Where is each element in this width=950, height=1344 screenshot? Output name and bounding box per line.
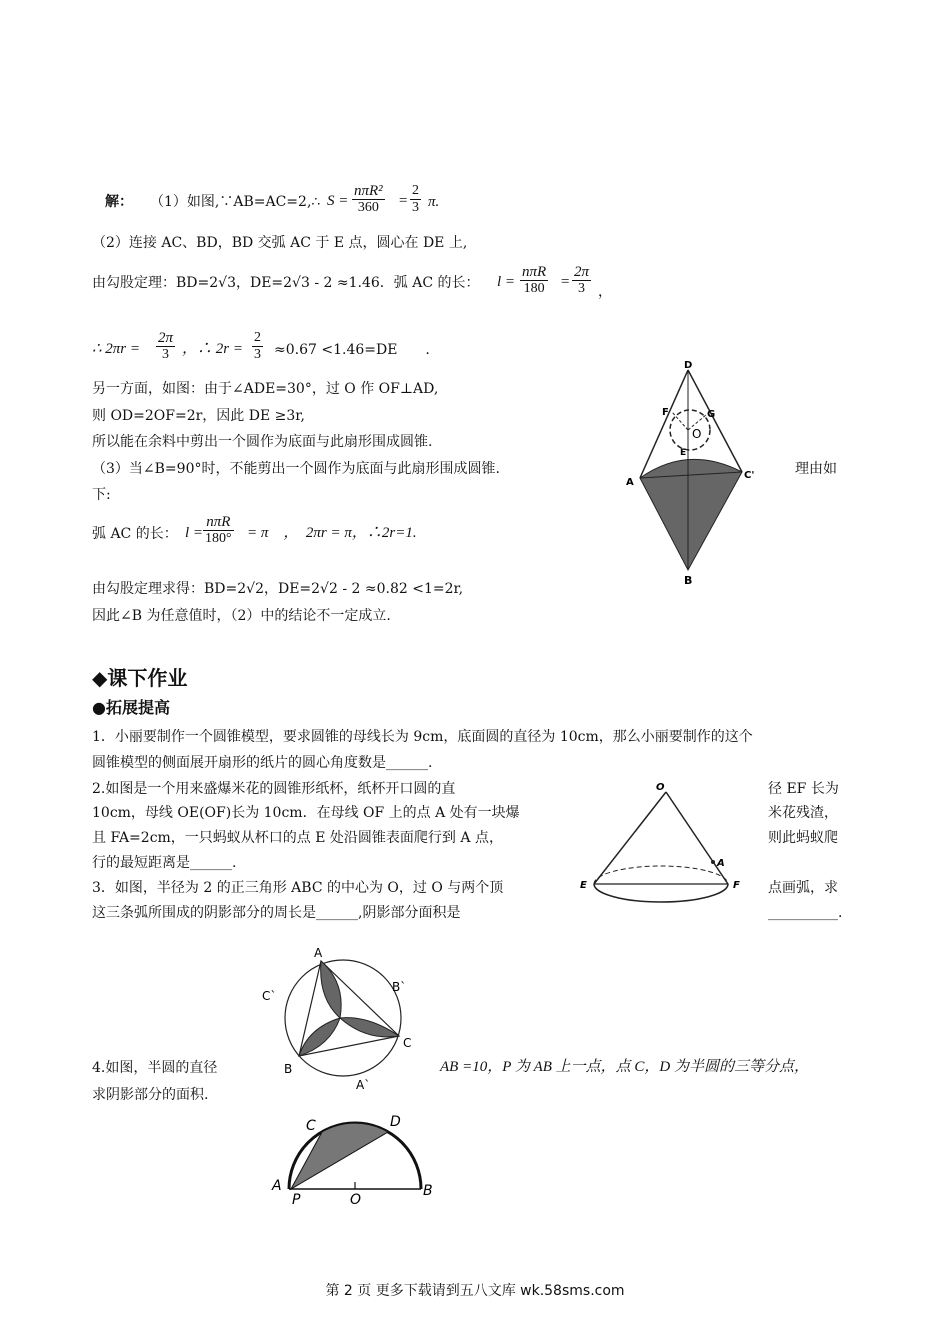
arc-length-l: l = bbox=[497, 274, 516, 290]
semicircle-figure bbox=[268, 1108, 448, 1208]
solution-part10: 弧 AC 的长： bbox=[92, 526, 178, 542]
label-D: D bbox=[684, 360, 693, 371]
kite-shaded-region bbox=[640, 459, 742, 570]
solution-part8-tail: 理由如 bbox=[795, 461, 837, 477]
petal-B bbox=[299, 1018, 340, 1056]
label-O: O bbox=[656, 782, 665, 793]
arc-length-num: nπR bbox=[522, 264, 547, 280]
question-3-line1-tail: 点画弧，求 bbox=[768, 880, 838, 896]
diameter-den: 3 bbox=[254, 347, 261, 362]
label-G: G bbox=[707, 409, 716, 420]
label-C: C bbox=[306, 1118, 316, 1134]
solution-label: 解： bbox=[105, 194, 133, 210]
two-pi-thirds-fraction bbox=[572, 264, 591, 297]
label-O: O bbox=[692, 427, 702, 441]
cone-net-figure bbox=[620, 360, 790, 585]
question-3-line2-tail: __________. bbox=[768, 905, 843, 921]
petal-A bbox=[321, 961, 342, 1018]
question-2-line2: 10cm，母线 OE(OF)长为 10cm．在母线 OF 上的点 A 处有一块爆 bbox=[92, 805, 520, 821]
label-A: A bbox=[314, 946, 323, 960]
solution-part8: （3）当∠B=90°时，不能剪出一个圆作为底面与此扇形围成圆锥. bbox=[92, 461, 500, 477]
question-2-line3-tail: 则此蚂蚁爬 bbox=[768, 830, 838, 846]
label-A: A bbox=[717, 858, 725, 869]
solution-part1: （1）如图,∵AB=AC=2,∴ bbox=[150, 194, 321, 210]
label-B-prime: B` bbox=[392, 980, 407, 994]
arc-fraction-2-den: 180° bbox=[205, 531, 232, 546]
comparison: ≈0.67 <1.46=DE . bbox=[274, 342, 430, 358]
circumference-eq: ∴ 2πr = bbox=[92, 341, 141, 357]
solution-part11: 由勾股定理求得：BD=2√2，DE=2√2 - 2 ≈0.82 <1=2r, bbox=[92, 581, 464, 597]
line-OF bbox=[666, 792, 728, 884]
label-P: P bbox=[292, 1192, 301, 1208]
pi-symbol: π. bbox=[428, 194, 440, 210]
solution-part7: 所以能在余料中剪出一个圆作为底面与此扇形围成圆锥. bbox=[92, 434, 433, 450]
solution-part12: 因此∠B 为任意值时，（2）中的结论不一定成立. bbox=[92, 608, 391, 624]
point-A bbox=[711, 860, 715, 864]
page-footer: 第 2 页 更多下载请到五八文库 wk.58sms.com bbox=[325, 1283, 625, 1299]
homework-subtitle: ●拓展提高 bbox=[92, 698, 170, 717]
label-E: E bbox=[680, 448, 687, 458]
solution-part6: 则 OD=2OF=2r，因此 DE ≥3r, bbox=[92, 408, 305, 424]
solution-part5: 另一方面，如图：由于∠ADE=30°，过 O 作 OF⊥AD, bbox=[92, 381, 439, 397]
question-4-line1-tail: AB =10，P 为 AB 上一点，点 C，D 为半圆的三等分点， bbox=[440, 1059, 810, 1075]
area-formula-S: S = bbox=[327, 193, 349, 209]
circumference-num: 2π bbox=[158, 330, 174, 346]
dashed-circle-O bbox=[670, 410, 710, 450]
arc-fraction-2 bbox=[203, 514, 234, 547]
two-pi-num: 2π bbox=[574, 264, 590, 280]
diameter-eq: ，∴ 2r = bbox=[182, 341, 243, 357]
question-2-line3: 且 FA=2cm，一只蚂蚁从杯口的点 E 处沿圆锥表面爬行到 A 点， bbox=[92, 830, 503, 846]
popcorn-cone-figure bbox=[578, 780, 768, 915]
question-2-line1: 2.如图是一个用来盛爆米花的圆锥形纸杯，纸杯开口圆的直 bbox=[92, 781, 456, 797]
base-back-arc bbox=[594, 866, 728, 884]
two-thirds-den: 3 bbox=[412, 200, 419, 215]
diameter-num: 2 bbox=[254, 330, 261, 345]
label-A: A bbox=[626, 477, 634, 488]
label-A: A bbox=[272, 1178, 282, 1194]
question-2-line1-tail: 径 EF 长为 bbox=[768, 781, 839, 797]
homework-title: ◆课下作业 bbox=[92, 666, 188, 690]
label-O: O bbox=[350, 1192, 362, 1208]
label-A-prime: A` bbox=[356, 1078, 371, 1092]
label-D: D bbox=[390, 1114, 401, 1130]
arc-length-fraction bbox=[520, 264, 548, 297]
label-C: C bbox=[403, 1036, 412, 1050]
label-E: E bbox=[580, 880, 587, 891]
equals-sign: = bbox=[398, 193, 409, 209]
solution-part10b: = π ， 2πr = π，∴2r=1. bbox=[247, 525, 417, 541]
triangle-petals-figure bbox=[258, 943, 428, 1093]
question-1-line2: 圆锥模型的侧面展开扇形的纸片的圆心角度数是______. bbox=[92, 755, 433, 771]
two-thirds-fraction bbox=[410, 183, 421, 216]
area-fraction bbox=[352, 183, 385, 216]
circumference-den: 3 bbox=[162, 347, 169, 362]
solution-part2: （2）连接 AC、BD，BD 交弧 AC 于 E 点，圆心在 DE 上, bbox=[92, 235, 468, 251]
diameter-fraction bbox=[252, 330, 263, 363]
arc-fraction-2-num: nπR bbox=[203, 514, 234, 531]
arc-length-den: 180 bbox=[523, 281, 545, 296]
base-front-arc bbox=[594, 884, 728, 902]
line-OE bbox=[594, 792, 666, 884]
question-4-line2: 求阴影部分的面积. bbox=[92, 1087, 209, 1103]
solution-part9: 下: bbox=[92, 487, 111, 503]
comma: ， bbox=[598, 284, 612, 300]
label-B: B bbox=[423, 1183, 433, 1199]
question-4-line1: 4.如图，半圆的直径 bbox=[92, 1060, 218, 1076]
question-3-line1: 3．如图，半径为 2 的正三角形 ABC 的中心为 O，过 O 与两个顶 bbox=[92, 880, 504, 896]
two-thirds-num: 2 bbox=[412, 183, 419, 198]
label-B: B bbox=[684, 574, 693, 587]
arc-l-2: l = bbox=[185, 525, 204, 541]
question-3-line2: 这三条弧所围成的阴影部分的周长是______,阴影部分面积是 bbox=[92, 905, 461, 921]
solution-part3: 由勾股定理：BD=2√3，DE=2√3 - 2 ≈1.46．弧 AC 的长： bbox=[92, 275, 480, 291]
label-F: F bbox=[733, 880, 740, 891]
two-pi-den: 3 bbox=[578, 281, 585, 296]
line-OF bbox=[672, 412, 688, 430]
circumference-fraction bbox=[156, 330, 175, 363]
line-DC bbox=[688, 370, 742, 472]
label-B: B bbox=[284, 1062, 293, 1076]
label-F: F bbox=[662, 407, 669, 418]
label-C: C' bbox=[744, 470, 755, 481]
question-2-line4: 行的最短距离是______. bbox=[92, 855, 237, 871]
area-fraction-num: nπR² bbox=[354, 183, 383, 199]
label-C-prime: C` bbox=[262, 989, 277, 1003]
question-2-line2-tail: 米花残渣， bbox=[768, 805, 838, 821]
question-1-line1: 1．小丽要制作一个圆锥模型，要求圆锥的母线长为 9cm，底面圆的直径为 10cm，那么小丽要制作的这个 bbox=[92, 729, 753, 745]
equals-sign-2: = bbox=[560, 274, 571, 290]
area-fraction-den: 360 bbox=[357, 200, 379, 215]
